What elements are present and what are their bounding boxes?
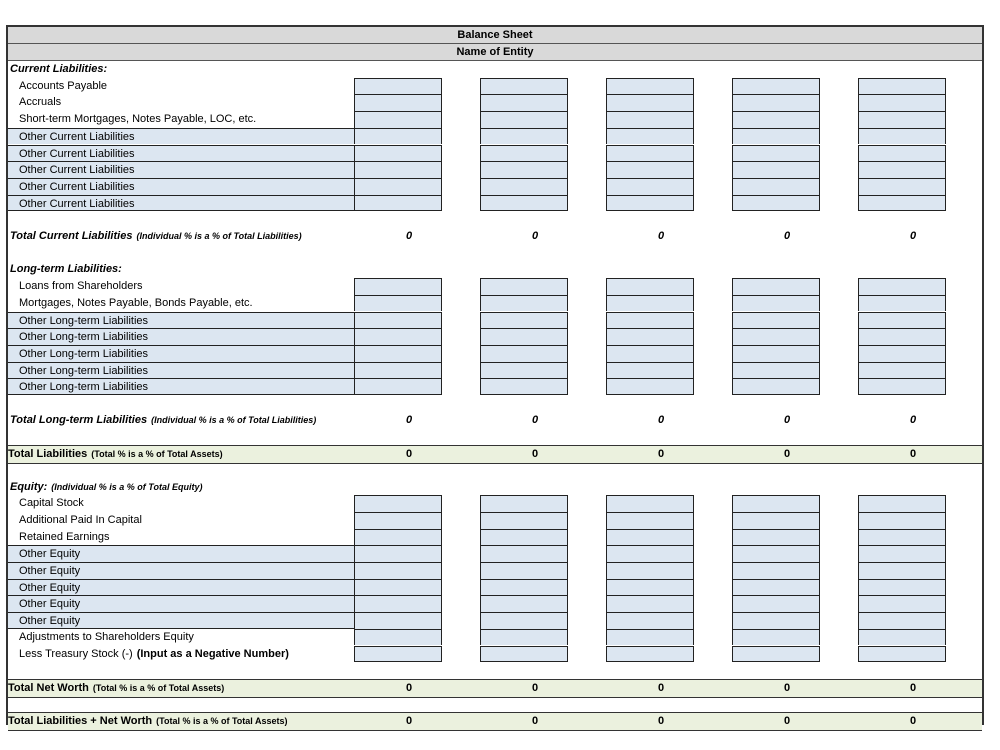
input-cell[interactable] xyxy=(354,161,442,178)
input-cell[interactable] xyxy=(480,78,568,95)
total-value: 0 xyxy=(405,413,413,426)
input-cell[interactable] xyxy=(732,295,820,312)
current-item-label xyxy=(8,161,356,178)
input-cell[interactable] xyxy=(858,111,946,128)
equity-item-label xyxy=(8,545,356,562)
item-text: Accruals xyxy=(19,96,62,109)
input-cell[interactable] xyxy=(732,579,820,596)
input-cell[interactable] xyxy=(606,278,694,295)
item-text: Other Current Liabilities xyxy=(19,130,135,143)
current-item-row xyxy=(8,128,982,145)
input-cell[interactable] xyxy=(480,94,568,111)
current-item-label xyxy=(8,195,356,212)
equity-item-row xyxy=(8,595,982,612)
longterm-item-label xyxy=(8,278,356,295)
equity-item-row xyxy=(8,545,982,562)
longterm-item-label xyxy=(8,328,356,345)
input-cell[interactable] xyxy=(480,512,568,529)
input-cell[interactable] xyxy=(606,629,694,646)
longterm-item-row xyxy=(8,362,982,379)
input-cell[interactable] xyxy=(858,178,946,195)
input-cell[interactable] xyxy=(606,295,694,312)
total-value: 0 xyxy=(909,413,917,426)
total-value: 0 xyxy=(657,715,665,728)
input-cell[interactable] xyxy=(354,579,442,596)
equity-item-label xyxy=(8,512,356,529)
input-cell[interactable] xyxy=(354,362,442,379)
longterm-item-row xyxy=(8,378,982,395)
input-cell[interactable] xyxy=(732,595,820,612)
total-liab-net-worth-text: Total Liabilities + Net Worth xyxy=(8,715,153,728)
input-cell[interactable] xyxy=(354,78,442,95)
input-cell[interactable] xyxy=(354,562,442,579)
equity-heading xyxy=(8,479,982,496)
input-cell[interactable] xyxy=(354,195,442,212)
input-cell[interactable] xyxy=(354,128,442,145)
item-text: Loans from Shareholders xyxy=(19,280,143,293)
input-cell[interactable] xyxy=(732,562,820,579)
input-cell[interactable] xyxy=(858,629,946,646)
longterm-heading-label xyxy=(8,261,356,278)
longterm-item-row xyxy=(8,345,982,362)
treasury-note: (Input as a Negative Number) xyxy=(136,647,289,660)
current-item-label xyxy=(8,128,356,145)
item-text: Adjustments to Shareholders Equity xyxy=(19,630,194,643)
item-text: Other Current Liabilities xyxy=(19,197,135,210)
current-item-row xyxy=(8,94,982,111)
input-cell[interactable] xyxy=(606,94,694,111)
total-value: 0 xyxy=(909,715,917,728)
total-value: 0 xyxy=(405,715,413,728)
input-cell[interactable] xyxy=(858,78,946,95)
total-longterm-label xyxy=(8,412,428,429)
input-cell[interactable] xyxy=(480,495,568,512)
input-cell[interactable] xyxy=(606,362,694,379)
input-cell[interactable] xyxy=(732,362,820,379)
current-item-label xyxy=(8,94,356,111)
total-value: 0 xyxy=(531,681,539,694)
equity-item-label xyxy=(8,495,356,512)
input-cell[interactable] xyxy=(606,595,694,612)
input-cell[interactable] xyxy=(354,629,442,646)
item-text: Less Treasury Stock (-) xyxy=(19,647,133,660)
longterm-heading xyxy=(8,261,982,278)
input-cell[interactable] xyxy=(732,495,820,512)
longterm-item-label xyxy=(8,312,356,329)
input-cell[interactable] xyxy=(354,646,442,663)
equity-item-label xyxy=(8,579,356,596)
input-cell[interactable] xyxy=(858,128,946,145)
total-liab-net-worth-label xyxy=(8,713,428,730)
input-cell[interactable] xyxy=(732,78,820,95)
input-cell[interactable] xyxy=(606,529,694,546)
input-cell[interactable] xyxy=(480,328,568,345)
current-item-label xyxy=(8,145,356,162)
input-cell[interactable] xyxy=(858,612,946,629)
total-value: 0 xyxy=(783,448,791,461)
input-cell[interactable] xyxy=(354,94,442,111)
input-cell[interactable] xyxy=(354,378,442,395)
input-cell[interactable] xyxy=(858,345,946,362)
input-cell[interactable] xyxy=(480,195,568,212)
item-text: Mortgages, Notes Payable, Bonds Payable, etc. xyxy=(19,296,253,309)
input-cell[interactable] xyxy=(480,579,568,596)
current-item-label xyxy=(8,178,356,195)
total-value: 0 xyxy=(657,681,665,694)
item-text: Other Equity xyxy=(19,565,81,577)
input-cell[interactable] xyxy=(858,145,946,162)
item-text: Accounts Payable xyxy=(19,79,108,92)
total-net-worth-note: (Total % is a % of Total Assets) xyxy=(92,682,225,693)
total-value: 0 xyxy=(783,413,791,426)
input-cell[interactable] xyxy=(354,312,442,329)
current-item-row xyxy=(8,145,982,162)
input-cell[interactable] xyxy=(858,195,946,212)
total-value: 0 xyxy=(531,413,539,426)
input-cell[interactable] xyxy=(354,595,442,612)
longterm-item-label xyxy=(8,345,356,362)
item-text: Other Long-term Liabilities xyxy=(19,381,149,394)
input-cell[interactable] xyxy=(354,278,442,295)
input-cell[interactable] xyxy=(354,145,442,162)
item-text: Retained Earnings xyxy=(19,530,110,543)
input-cell[interactable] xyxy=(480,362,568,379)
total-value: 0 xyxy=(405,681,413,694)
total-value: 0 xyxy=(531,448,539,461)
input-cell[interactable] xyxy=(354,612,442,629)
input-cell[interactable] xyxy=(606,145,694,162)
input-cell[interactable] xyxy=(354,495,442,512)
item-text: Other Equity xyxy=(19,581,81,594)
total-liab-net-worth-note: (Total % is a % of Total Assets) xyxy=(156,716,288,727)
input-cell[interactable] xyxy=(732,278,820,295)
total-value: 0 xyxy=(657,413,665,426)
equity-item-row xyxy=(8,579,982,596)
equity-item-row xyxy=(8,629,982,646)
input-cell[interactable] xyxy=(606,612,694,629)
total-value: 0 xyxy=(909,448,917,461)
total-net-worth-text: Total Net Worth xyxy=(8,681,89,694)
equity-item-label xyxy=(8,612,356,629)
input-cell[interactable] xyxy=(480,312,568,329)
input-cell[interactable] xyxy=(480,178,568,195)
input-cell[interactable] xyxy=(480,278,568,295)
equity-heading-label xyxy=(8,479,356,496)
total-current-label xyxy=(8,228,428,245)
input-cell[interactable] xyxy=(858,529,946,546)
equity-item-row xyxy=(8,612,982,629)
input-cell[interactable] xyxy=(354,178,442,195)
current-item-row xyxy=(8,78,982,95)
input-cell[interactable] xyxy=(480,345,568,362)
input-cell[interactable] xyxy=(354,345,442,362)
input-cell[interactable] xyxy=(480,111,568,128)
total-net-worth xyxy=(8,679,982,698)
input-cell[interactable] xyxy=(732,629,820,646)
total-value: 0 xyxy=(783,681,791,694)
total-current xyxy=(8,228,982,245)
input-cell[interactable] xyxy=(858,646,946,663)
total-value: 0 xyxy=(657,448,665,461)
item-text: Capital Stock xyxy=(19,497,84,510)
total-current-note: (Individual % is a % of Total Liabilities) xyxy=(136,231,302,241)
total-longterm-text: Total Long-term Liabilities xyxy=(10,413,148,426)
total-liabilities-text: Total Liabilities xyxy=(8,448,88,461)
input-cell[interactable] xyxy=(354,512,442,529)
item-text: Other Current Liabilities xyxy=(19,180,135,193)
input-cell[interactable] xyxy=(606,78,694,95)
item-text: Other Equity xyxy=(19,548,81,561)
input-cell[interactable] xyxy=(606,345,694,362)
total-longterm-note: (Individual % is a % of Total Liabilities) xyxy=(151,414,317,425)
input-cell[interactable] xyxy=(858,495,946,512)
equity-item-label xyxy=(8,562,356,579)
current-heading-text: Current Liabilities: xyxy=(10,63,108,75)
input-cell[interactable] xyxy=(606,646,694,663)
total-liabilities xyxy=(8,445,982,464)
total-current-text: Total Current Liabilities xyxy=(10,230,133,242)
total-longterm xyxy=(8,412,982,429)
input-cell[interactable] xyxy=(858,512,946,529)
input-cell[interactable] xyxy=(858,312,946,329)
longterm-item-label xyxy=(8,378,356,395)
input-cell[interactable] xyxy=(480,545,568,562)
equity-item-row xyxy=(8,562,982,579)
input-cell[interactable] xyxy=(732,178,820,195)
total-value: 0 xyxy=(531,715,539,728)
input-cell[interactable] xyxy=(858,328,946,345)
longterm-item-row xyxy=(8,328,982,345)
item-text: Other Long-term Liabilities xyxy=(19,364,149,377)
input-cell[interactable] xyxy=(858,579,946,596)
input-cell[interactable] xyxy=(732,612,820,629)
input-cell[interactable] xyxy=(480,629,568,646)
input-cell[interactable] xyxy=(480,562,568,579)
input-cell[interactable] xyxy=(732,161,820,178)
input-cell[interactable] xyxy=(732,94,820,111)
current-item-row xyxy=(8,111,982,128)
input-cell[interactable] xyxy=(480,595,568,612)
input-cell[interactable] xyxy=(606,161,694,178)
total-liabilities-note: (Total % is a % of Total Assets) xyxy=(91,449,223,460)
equity-item-row xyxy=(8,495,982,512)
input-cell[interactable] xyxy=(606,111,694,128)
current-item-row xyxy=(8,161,982,178)
input-cell[interactable] xyxy=(858,562,946,579)
total-liabilities-label xyxy=(8,446,428,463)
input-cell[interactable] xyxy=(858,545,946,562)
input-cell[interactable] xyxy=(858,362,946,379)
input-cell[interactable] xyxy=(606,579,694,596)
current-item-row xyxy=(8,195,982,212)
equity-item-row xyxy=(8,512,982,529)
total-value: 0 xyxy=(405,230,413,242)
input-cell[interactable] xyxy=(732,545,820,562)
input-cell[interactable] xyxy=(606,378,694,395)
input-cell[interactable] xyxy=(606,328,694,345)
total-value: 0 xyxy=(783,715,791,728)
input-cell[interactable] xyxy=(606,312,694,329)
input-cell[interactable] xyxy=(480,145,568,162)
input-cell[interactable] xyxy=(732,145,820,162)
total-value: 0 xyxy=(783,230,791,242)
input-cell[interactable] xyxy=(732,312,820,329)
equity-item-label xyxy=(8,646,356,663)
input-cell[interactable] xyxy=(354,545,442,562)
longterm-item-row xyxy=(8,295,982,312)
input-cell[interactable] xyxy=(606,128,694,145)
item-text: Other Long-term Liabilities xyxy=(19,331,149,344)
input-cell[interactable] xyxy=(480,295,568,312)
input-cell[interactable] xyxy=(354,295,442,312)
input-cell[interactable] xyxy=(606,512,694,529)
item-text: Additional Paid In Capital xyxy=(19,513,142,526)
current-item-row xyxy=(8,178,982,195)
input-cell[interactable] xyxy=(732,529,820,546)
total-value: 0 xyxy=(531,230,539,242)
item-text: Other Current Liabilities xyxy=(19,147,135,160)
equity-item-label xyxy=(8,595,356,612)
input-cell[interactable] xyxy=(480,646,568,663)
input-cell[interactable] xyxy=(480,378,568,395)
input-cell[interactable] xyxy=(732,378,820,395)
input-cell[interactable] xyxy=(606,178,694,195)
input-cell[interactable] xyxy=(354,529,442,546)
equity-item-label xyxy=(8,529,356,546)
input-cell[interactable] xyxy=(606,562,694,579)
input-cell[interactable] xyxy=(354,111,442,128)
item-text: Other Long-term Liabilities xyxy=(19,314,149,327)
input-cell[interactable] xyxy=(480,529,568,546)
item-text: Short-term Mortgages, Notes Payable, LOC, etc. xyxy=(19,113,257,126)
input-cell[interactable] xyxy=(606,195,694,212)
longterm-item-row xyxy=(8,278,982,295)
input-cell[interactable] xyxy=(858,378,946,395)
equity-item-row xyxy=(8,529,982,546)
input-cell[interactable] xyxy=(480,128,568,145)
entity-name: Name of Entity xyxy=(8,44,982,61)
input-cell[interactable] xyxy=(732,195,820,212)
current-item-label xyxy=(8,111,356,128)
input-cell[interactable] xyxy=(732,512,820,529)
equity-heading-text: Equity: xyxy=(10,480,48,493)
longterm-heading-text: Long-term Liabilities: xyxy=(10,263,122,276)
equity-item-label xyxy=(8,629,356,646)
total-value: 0 xyxy=(909,681,917,694)
current-heading-label xyxy=(8,61,356,78)
input-cell[interactable] xyxy=(354,328,442,345)
input-cell[interactable] xyxy=(732,111,820,128)
input-cell[interactable] xyxy=(732,646,820,663)
input-cell[interactable] xyxy=(732,128,820,145)
equity-heading-note: (Individual % is a % of Total Equity) xyxy=(51,481,203,492)
longterm-item-row xyxy=(8,312,982,329)
item-text: Other Current Liabilities xyxy=(19,164,135,177)
equity-item-row xyxy=(8,646,982,663)
input-cell[interactable] xyxy=(732,345,820,362)
longterm-item-label xyxy=(8,295,356,312)
input-cell[interactable] xyxy=(606,495,694,512)
current-item-label xyxy=(8,78,356,95)
total-value: 0 xyxy=(909,230,917,242)
input-cell[interactable] xyxy=(732,328,820,345)
input-cell[interactable] xyxy=(858,595,946,612)
input-cell[interactable] xyxy=(606,545,694,562)
input-cell[interactable] xyxy=(858,278,946,295)
input-cell[interactable] xyxy=(858,161,946,178)
item-text: Other Equity xyxy=(19,598,81,611)
balance-sheet xyxy=(6,25,984,728)
longterm-item-label xyxy=(8,362,356,379)
input-cell[interactable] xyxy=(858,94,946,111)
sheet-title: Balance Sheet xyxy=(8,27,982,44)
total-value: 0 xyxy=(405,448,413,461)
item-text: Other Long-term Liabilities xyxy=(19,347,149,360)
input-cell[interactable] xyxy=(480,161,568,178)
current-heading xyxy=(8,61,982,78)
item-text: Other Equity xyxy=(19,615,81,628)
input-cell[interactable] xyxy=(480,612,568,629)
input-cell[interactable] xyxy=(858,295,946,312)
total-value: 0 xyxy=(657,230,665,242)
total-liab-net-worth xyxy=(8,712,982,731)
total-net-worth-label xyxy=(8,680,428,697)
